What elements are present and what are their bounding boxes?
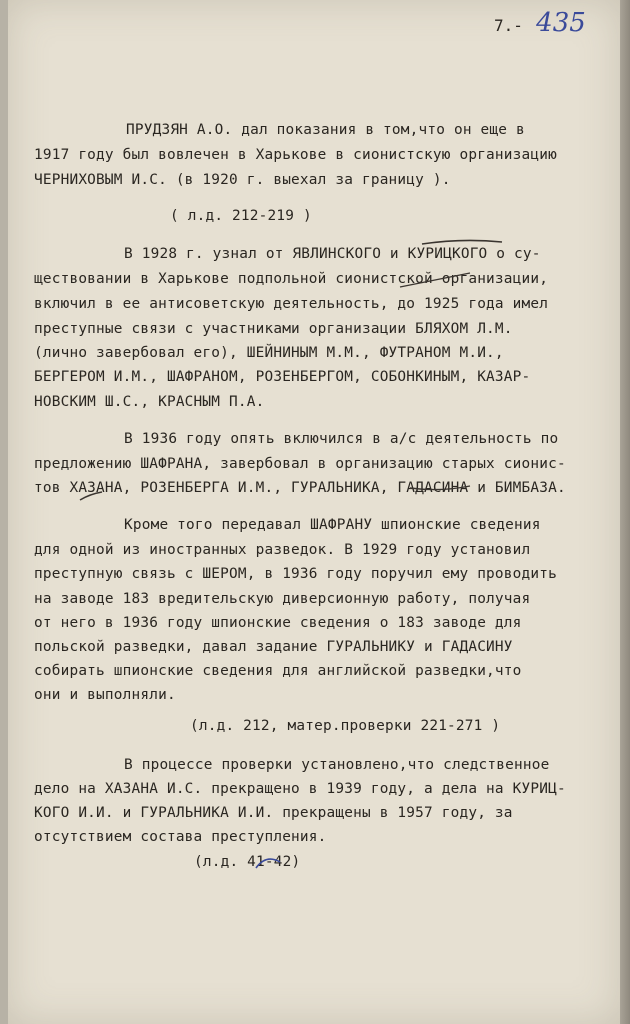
ref-1: ( л.д. 212-219 ) [170, 208, 312, 224]
page-number-handwritten: 435 [536, 8, 586, 38]
p3-line-1: В 1936 году опять включился в а/с деятельность по [124, 431, 559, 447]
p2-line-1: В 1928 г. узнал от ЯВЛИНСКОГО и КУРИЦКОГО о су- [124, 246, 541, 262]
page-edge [620, 0, 630, 1024]
p2-line-2: ществовании в Харькове подпольной сионистской организации, [34, 271, 549, 287]
ref-3: (л.д. 41-42) [194, 854, 301, 870]
p5-line-2: дело на ХАЗАНА И.С. прекращено в 1939 году, а дела на КУРИЦ- [34, 781, 566, 797]
p1-line-2: 1917 году был вовлечен в Харькове в сионистскую организацию [34, 147, 557, 163]
p4-line-8: они и выполняли. [34, 687, 176, 703]
p4-line-1: Кроме того передавал ШАФРАНУ шпионские сведения [124, 517, 541, 533]
p4-line-5: от него в 1936 году шпионские сведения о 183 заводе для [34, 615, 522, 631]
p2-line-6: БЕРГЕРОМ И.М., ШАФРАНОМ, РОЗЕНБЕРГОМ, СОБОНКИНЫМ, КАЗАР- [34, 369, 531, 385]
p4-line-7: собирать шпионские сведения для английской разведки,что [34, 663, 522, 679]
p2-line-4: преступные связи с участниками организации БЛЯХОМ Л.М. [34, 321, 513, 337]
ref-2: (л.д. 212, матер.проверки 221-271 ) [190, 718, 501, 734]
p4-line-4: на заводе 183 вредительскую диверсионную работу, получая [34, 591, 531, 607]
p3-line-3: тов ХАЗАНА, РОЗЕНБЕРГА И.М., ГУРАЛЬНИКА, ГАДАСИНА и БИМБАЗА. [34, 480, 566, 496]
p2-line-7: НОВСКИМ Ш.С., КРАСНЫМ П.А. [34, 394, 265, 410]
page-number-prefix: 7.- [494, 16, 523, 35]
p2-line-3: включил в ее антисоветскую деятельность, до 1925 года имел [34, 296, 549, 312]
p4-line-3: преступную связь с ШЕРОМ, в 1936 году поручил ему проводить [34, 566, 557, 582]
p4-line-6: польской разведки, давал задание ГУРАЛЬНИКУ и ГАДАСИНУ [34, 639, 513, 655]
p5-line-1: В процессе проверки установлено,что следственное [124, 757, 550, 773]
p2-line-5: (лично завербовал его), ШЕЙНИНЫМ М.М., ФУТРАНОМ М.И., [34, 345, 504, 361]
p5-line-3: КОГО И.И. и ГУРАЛЬНИКА И.И. прекращены в 1957 году, за [34, 805, 513, 821]
p1-line-1: ПРУДЗЯН А.О. дал показания в том,что он еще в [126, 122, 525, 138]
p1-line-3: ЧЕРНИХОВЫМ И.С. (в 1920 г. выехал за границу ). [34, 172, 451, 188]
page-number [494, 8, 586, 38]
p5-line-4: отсутствием состава преступления. [34, 829, 327, 845]
p3-line-2: предложению ШАФРАНА, завербовал в организацию старых сионис- [34, 456, 566, 472]
p4-line-2: для одной из иностранных разведок. В 1929 году установил [34, 542, 531, 558]
